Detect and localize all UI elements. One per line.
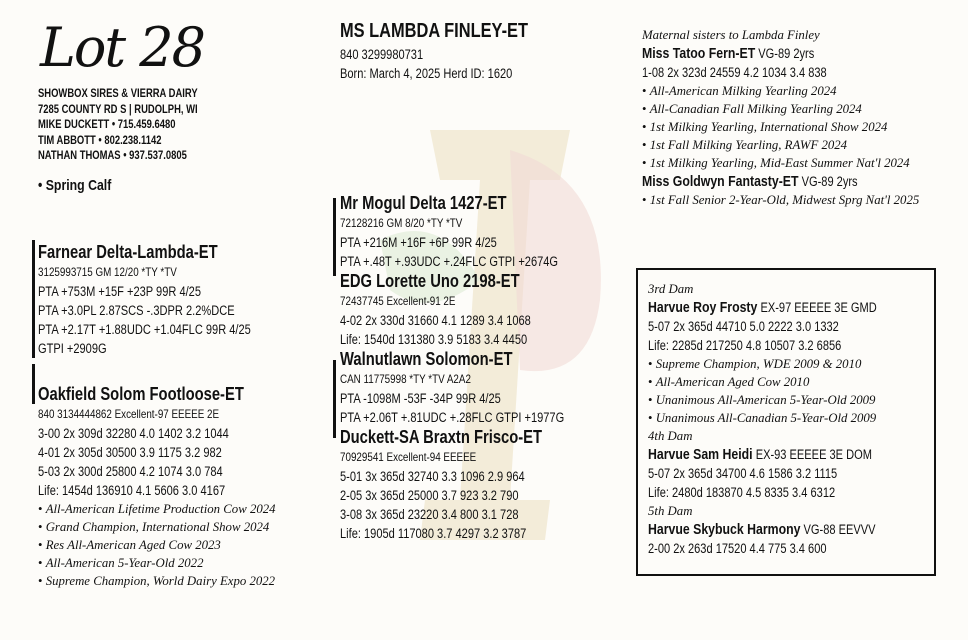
pedigree-line: 4-02 2x 330d 31660 4.1 1289 3.4 1068	[340, 313, 531, 328]
fifth-dam-name: Harvue Skybuck Harmony	[648, 521, 801, 538]
animal-id: 840 3299980731	[340, 47, 424, 62]
sire-line: GTPI +2909G	[38, 341, 107, 356]
dam-name: Oakfield Solom Footloose-ET	[38, 384, 244, 404]
consignor-line: TIM ABBOTT • 802.238.1142	[38, 134, 162, 147]
third-dam-line: Life: 2285d 217250 4.8 10507 3.2 6856	[648, 338, 842, 353]
sire-line: PTA +753M +15F +23P 99R 4/25	[38, 284, 201, 299]
dam-generation-label: 3rd Dam	[648, 282, 694, 296]
pedigree-line: 5-01 3x 365d 32740 3.3 1096 2.9 964	[340, 469, 525, 484]
pedigree-line: Life: 1905d 117080 3.7 4297 3.2 3787	[340, 526, 527, 541]
pedigree-line: 72437745 Excellent-91 2E	[340, 294, 456, 308]
ancestral-dams-box	[636, 268, 936, 576]
sister-honor: • 1st Fall Senior 2-Year-Old, Midwest Sprg Nat'l 2025	[642, 191, 919, 209]
sister-score: VG-89 2yrs	[758, 46, 815, 61]
consignor-line: SHOWBOX SIRES & VIERRA DAIRY	[38, 88, 198, 100]
pedigree-line: 72128216 GM 8/20 *TY *TV	[340, 216, 463, 230]
animal-name: MS LAMBDA FINLEY-ET	[340, 20, 528, 42]
dam-honor: • All-American 5-Year-Old 2022	[38, 554, 289, 572]
sister-name: Miss Goldwyn Fantasty-ET	[642, 173, 799, 190]
maternal-heading: Maternal sisters to Lambda Finley	[642, 28, 820, 42]
sister-record: 1-08 2x 323d 24559 4.2 1034 3.4 838	[642, 65, 827, 80]
pedigree-line: PTA -1098M -53F -34P 99R 4/25	[340, 391, 501, 406]
pedigree-line: PTA +216M +16F +6P 99R 4/25	[340, 235, 497, 250]
pedigree-name: Mr Mogul Delta 1427-ET	[340, 193, 507, 213]
dam-honor: • Supreme Champion, World Dairy Expo 2022	[38, 572, 289, 590]
dam-line: 4-01 2x 305d 30500 3.9 1175 3.2 982	[38, 445, 222, 460]
third-dam-honor: • Unanimous All-American 5-Year-Old 2009	[648, 391, 927, 409]
third-dam-honor: • All-American Aged Cow 2010	[648, 373, 927, 391]
dam-line: 840 3134444862 Excellent-97 EEEEE 2E	[38, 407, 220, 421]
pedigree-line: 2-05 3x 365d 25000 3.7 923 3.2 790	[340, 488, 519, 503]
consignor-line: 7285 COUNTY RD S | RUDOLPH, WI	[38, 103, 198, 116]
dam-generation-label: 5th Dam	[648, 504, 693, 518]
sister-score: VG-89 2yrs	[801, 174, 858, 189]
dam-generation-label: 4th Dam	[648, 429, 693, 443]
animal-born: Born: March 4, 2025 Herd ID: 1620	[340, 66, 513, 81]
pedigree-line: CAN 11775998 *TY *TV A2A2	[340, 372, 471, 386]
pedigree-line: 3-08 3x 365d 23220 3.4 800 3.1 728	[340, 507, 519, 522]
dam-block	[38, 384, 289, 590]
dam-honor: • Res All-American Aged Cow 2023	[38, 536, 289, 554]
fourth-dam-score: EX-93 EEEEE 3E DOM	[755, 447, 872, 462]
lot-number-logo: Lot 28	[40, 16, 204, 79]
dam-line: Life: 1454d 136910 4.1 5606 3.0 4167	[38, 483, 226, 498]
consignor-line: NATHAN THOMAS • 937.537.0805	[38, 150, 187, 162]
animal-header	[340, 20, 569, 83]
sister-honor: • 1st Milking Yearling, Mid-East Summer Nat'l 2024	[642, 154, 919, 172]
sire-bar	[32, 240, 35, 358]
pedigree-bar	[333, 198, 336, 276]
third-dam-honor: • Supreme Champion, WDE 2009 & 2010	[648, 355, 927, 373]
sire-line: PTA +3.0PL 2.87SCS -.3DPR 2.2%DCE	[38, 303, 235, 318]
sister-honor: • All-Canadian Fall Milking Yearling 2024	[642, 100, 919, 118]
fifth-dam-score: VG-88 EEVVV	[803, 522, 876, 537]
pedigree-line: PTA +.48T +.93UDC +.24FLC GTPI +2674G	[340, 254, 559, 269]
sire-line: 3125993715 GM 12/20 *TY *TV	[38, 265, 177, 279]
sister-honor: • 1st Fall Milking Yearling, RAWF 2024	[642, 136, 919, 154]
pedigree-middle	[340, 193, 613, 543]
pedigree-name: Duckett-SA Braxtn Frisco-ET	[340, 427, 543, 447]
consignor-line: MIKE DUCKETT • 715.459.6480	[38, 119, 176, 131]
sire-block	[38, 242, 298, 358]
pedigree-line: 70929541 Excellent-94 EEEEE	[340, 450, 477, 464]
sister-honor: • All-American Milking Yearling 2024	[642, 82, 919, 100]
third-dam-line: 5-07 2x 365d 44710 5.0 2222 3.0 1332	[648, 319, 839, 334]
dam-honor: • All-American Lifetime Production Cow 2024	[38, 500, 289, 518]
fourth-dam-name: Harvue Sam Heidi	[648, 446, 753, 463]
third-dam-honor: • Unanimous All-Canadian 5-Year-Old 2009	[648, 409, 927, 427]
sister-honor: • 1st Milking Yearling, International Show 2024	[642, 118, 919, 136]
category-label: • Spring Calf	[38, 177, 112, 194]
fourth-dam-line: Life: 2480d 183870 4.5 8335 3.4 6312	[648, 485, 836, 500]
dam-bar	[32, 364, 35, 404]
consignor-block	[38, 87, 233, 165]
sister-name: Miss Tatoo Fern-ET	[642, 45, 756, 62]
dam-line: 5-03 2x 300d 25800 4.2 1074 3.0 784	[38, 464, 223, 479]
maternal-sisters	[642, 26, 919, 209]
fifth-dam-line: 2-00 2x 263d 17520 4.4 775 3.4 600	[648, 541, 827, 556]
fourth-dam-line: 5-07 2x 365d 34700 4.6 1586 3.2 1115	[648, 466, 838, 481]
third-dam-score: EX-97 EEEEE 3E GMD	[760, 300, 877, 315]
pedigree-line: PTA +2.06T +.81UDC +.28FLC GTPI +1977G	[340, 410, 565, 425]
dam-line: 3-00 2x 309d 32280 4.0 1402 3.2 1044	[38, 426, 229, 441]
pedigree-name: Walnutlawn Solomon-ET	[340, 349, 513, 369]
sire-name: Farnear Delta-Lambda-ET	[38, 242, 218, 262]
dam-honor: • Grand Champion, International Show 2024	[38, 518, 289, 536]
third-dam-name: Harvue Roy Frosty	[648, 299, 758, 316]
sire-line: PTA +2.17T +1.88UDC +1.04FLC 99R 4/25	[38, 322, 251, 337]
pedigree-line: Life: 1540d 131380 3.9 5183 3.4 4450	[340, 332, 528, 347]
pedigree-bar	[333, 360, 336, 438]
pedigree-name: EDG Lorette Uno 2198-ET	[340, 271, 520, 291]
